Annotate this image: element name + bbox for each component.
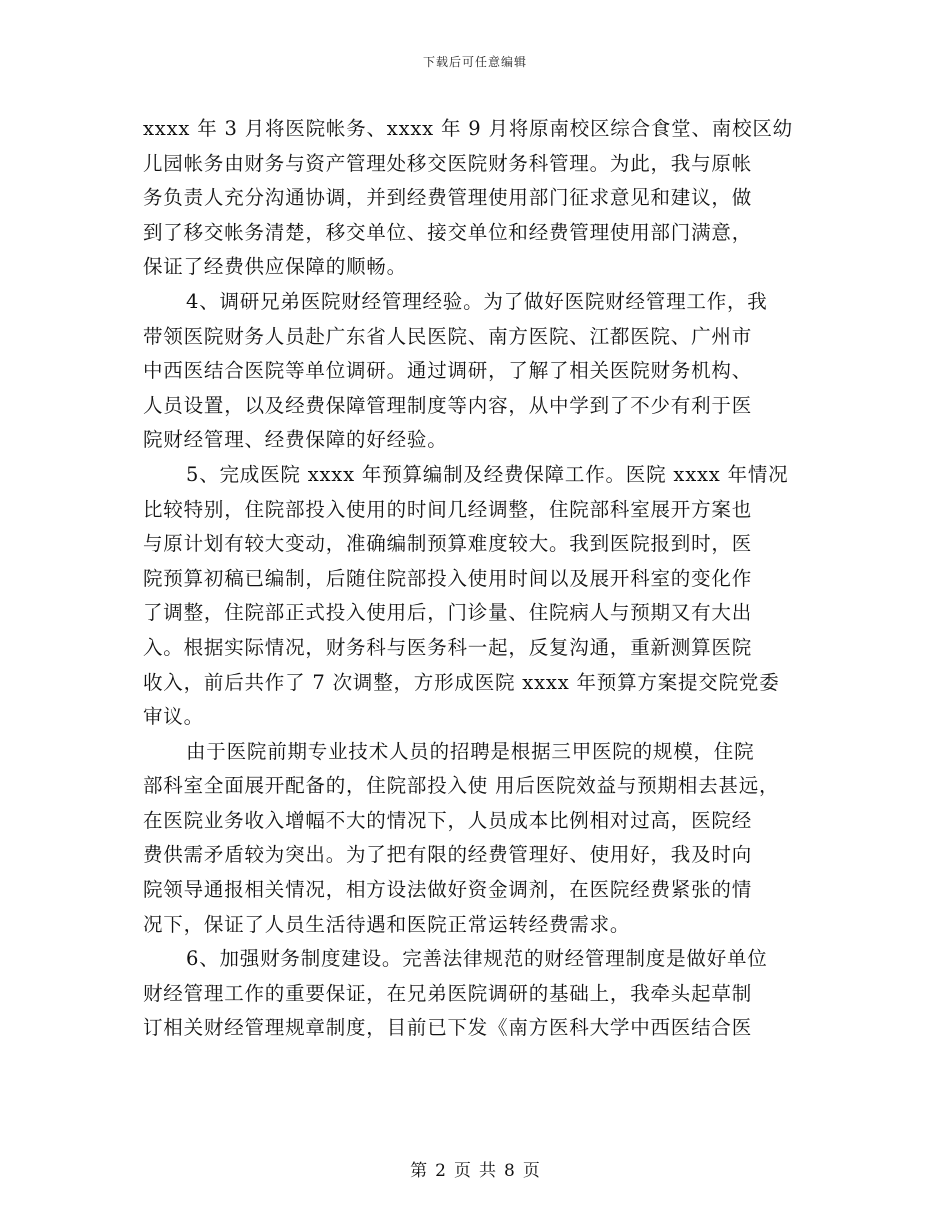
footer-page-total: 8 (504, 1161, 515, 1181)
text-line: 在医院业务收入增幅不大的情况下，人员成本比例相对过高，医院经 (143, 808, 753, 832)
text-line: 院财经管理、经费保障的好经验。 (143, 428, 448, 452)
text-line: 院预算初稿已编制，后随住院部投入使用时间以及展开科室的变化作 (143, 566, 753, 590)
text-line: 由于医院前期专业技术人员的招聘是根据三甲医院的规模，住院 (186, 739, 755, 763)
text-line: 部科室全面展开配备的，住院部投入使 用后医院效益与预期相去甚远， (143, 774, 780, 798)
text-line: 务负责人充分沟通协调，并到经费管理使用部门征求意见和建议，做 (143, 186, 753, 210)
page-footer (0, 1156, 950, 1181)
page-header: 下载后可任意编辑 (422, 55, 527, 69)
text-line: 审议。 (143, 705, 204, 729)
text-line: 5、完成医院 xxxx 年预算编制及经费保障工作。医院 xxxx 年情况 (186, 462, 789, 486)
text-line: 4、调研兄弟医院财经管理经验。为了做好医院财经管理工作，我 (186, 289, 768, 313)
footer-label-di: 第 (410, 1161, 428, 1181)
footer-label-ye2: 页 (522, 1161, 540, 1181)
text-line: 6、加强财务制度建设。完善法律规范的财经管理制度是做好单位 (186, 947, 768, 971)
text-line: 保证了经费供应保障的顺畅。 (143, 255, 407, 279)
text-line: 费供需矛盾较为突出。为了把有限的经费管理好、使用好，我及时向 (143, 843, 753, 867)
text-line: 儿园帐务由财务与资产管理处移交医院财务科管理。为此，我与原帐 (143, 151, 753, 175)
footer-label-gong: 共 (479, 1161, 496, 1181)
text-line: 况下，保证了人员生活待遇和医院正常运转经费需求。 (143, 912, 631, 936)
text-line: 财经管理工作的重要保证，在兄弟医院调研的基础上，我牵头起草制 (143, 981, 753, 1005)
text-line: 订相关财经管理规章制度，目前已下发《南方医科大学中西医结合医 (143, 1016, 753, 1040)
text-line: 与原计划有较大变动，准确编制预算难度较大。我到医院报到时，医 (143, 532, 753, 556)
text-line: 中西医结合医院等单位调研。通过调研，了解了相关医院财务机构、 (143, 359, 753, 383)
text-line: 收入，前后共作了 7 次调整，方形成医院 xxxx 年预算方案提交院党委 (143, 670, 780, 694)
footer-page-current: 2 (435, 1161, 446, 1181)
text-line: 院领导通报相关情况，相方设法做好资金调剂，在医院经费紧张的情 (143, 878, 753, 902)
document-body (143, 112, 815, 1046)
text-line: xxxx 年 3 月将医院帐务、xxxx 年 9 月将原南校区综合食堂、南校区幼 (143, 117, 793, 140)
footer-label-ye: 页 (454, 1161, 471, 1181)
text-line: 比较特别，住院部投入使用的时间几经调整，住院部科室展开方案也 (143, 497, 753, 521)
text-line: 入。根据实际情况，财务科与医务科一起，反复沟通，重新测算医院 (143, 635, 753, 659)
text-line: 到了移交帐务清楚，移交单位、接交单位和经费管理使用部门满意， (143, 220, 753, 244)
text-line: 了调整，住院部正式投入使用后，门诊量、住院病人与预期又有大出 (143, 601, 753, 625)
text-line: 带领医院财务人员赴广东省人民医院、南方医院、江都医院、广州市 (143, 324, 753, 348)
text-line: 人员设置，以及经费保障管理制度等内容，从中学到了不少有利于医 (143, 393, 753, 417)
